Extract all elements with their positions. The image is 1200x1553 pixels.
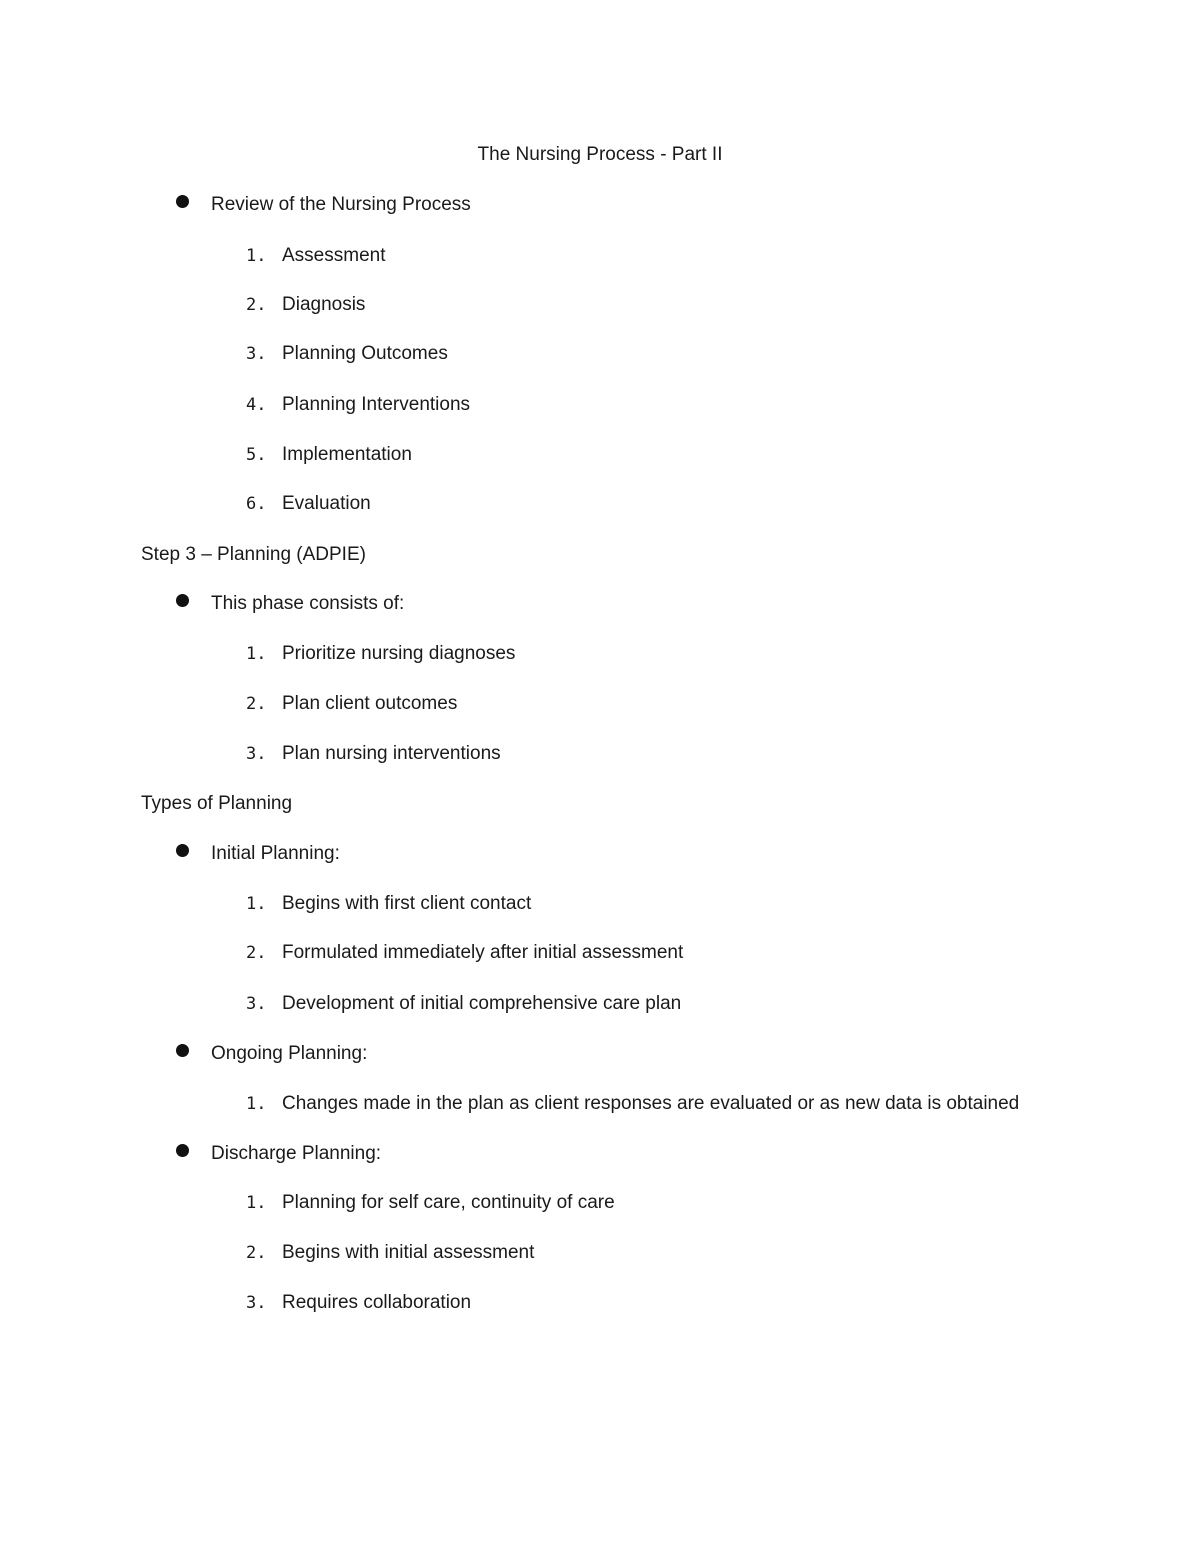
bullet-icon xyxy=(176,844,189,857)
list-item-text: Development of initial comprehensive care plan xyxy=(282,993,682,1014)
list-number: 1. xyxy=(246,894,267,914)
list-number: 4. xyxy=(246,395,267,415)
list-number: 3. xyxy=(246,744,267,764)
list-item xyxy=(246,741,501,767)
list-item-text: Evaluation xyxy=(282,493,371,514)
list-item-text: Plan nursing interventions xyxy=(282,743,501,764)
list-number: 3. xyxy=(246,344,267,364)
bullet-discharge-planning xyxy=(176,1141,381,1167)
list-number: 2. xyxy=(246,1243,267,1263)
list-item-text: Plan client outcomes xyxy=(282,693,458,714)
list-item xyxy=(246,641,515,667)
bullet-icon xyxy=(176,594,189,607)
list-item-text: Planning for self care, continuity of care xyxy=(282,1192,615,1213)
document-title: The Nursing Process - Part II xyxy=(477,144,723,165)
list-item xyxy=(246,292,365,318)
list-item xyxy=(246,491,371,517)
list-item-text: Implementation xyxy=(282,444,412,465)
list-number: 1. xyxy=(246,1193,267,1213)
bullet-initial-planning xyxy=(176,841,340,867)
list-number: 3. xyxy=(246,994,267,1014)
list-item xyxy=(246,1091,1019,1117)
list-item-text: Planning Interventions xyxy=(282,394,471,415)
list-item-text: Formulated immediately after initial assessment xyxy=(282,942,684,963)
list-item xyxy=(246,392,470,418)
list-number: 5. xyxy=(246,445,267,465)
list-item-text: Diagnosis xyxy=(282,294,366,315)
list-item xyxy=(246,442,412,468)
list-item xyxy=(246,341,448,367)
list-number: 1. xyxy=(246,644,267,664)
list-item-text: Assessment xyxy=(282,245,386,266)
section-heading-step3: Step 3 – Planning (ADPIE) xyxy=(141,544,366,565)
bullet-icon xyxy=(176,1044,189,1057)
list-number: 6. xyxy=(246,494,267,514)
list-item-text: Requires collaboration xyxy=(282,1292,472,1313)
list-number: 1. xyxy=(246,1094,267,1114)
list-item xyxy=(246,1190,615,1216)
bullet-icon xyxy=(176,1144,189,1157)
list-item-text: Planning Outcomes xyxy=(282,343,448,364)
list-item-text: Begins with initial assessment xyxy=(282,1242,535,1263)
list-item xyxy=(246,940,683,966)
bullet-review xyxy=(176,192,471,218)
bullet-phase xyxy=(176,591,404,617)
list-item xyxy=(246,891,531,917)
bullet-label: Review of the Nursing Process xyxy=(211,194,471,215)
bullet-label: This phase consists of: xyxy=(211,593,405,614)
list-item xyxy=(246,1290,471,1316)
bullet-label: Discharge Planning: xyxy=(211,1143,382,1164)
list-item-text: Prioritize nursing diagnoses xyxy=(282,643,516,664)
list-number: 2. xyxy=(246,694,267,714)
list-item xyxy=(246,1240,534,1266)
list-number: 2. xyxy=(246,295,267,315)
list-item-text: Begins with first client contact xyxy=(282,893,532,914)
bullet-label: Initial Planning: xyxy=(211,843,340,864)
section-heading-types: Types of Planning xyxy=(141,793,293,814)
list-item-text: Changes made in the plan as client responses are evaluated or as new data is obtained xyxy=(282,1093,1020,1114)
bullet-icon xyxy=(176,195,189,208)
bullet-label: Ongoing Planning: xyxy=(211,1043,368,1064)
list-item xyxy=(246,991,681,1017)
list-number: 2. xyxy=(246,943,267,963)
list-number: 3. xyxy=(246,1293,267,1313)
bullet-ongoing-planning xyxy=(176,1041,367,1067)
list-number: 1. xyxy=(246,246,267,266)
list-item xyxy=(246,691,457,717)
list-item xyxy=(246,243,385,269)
